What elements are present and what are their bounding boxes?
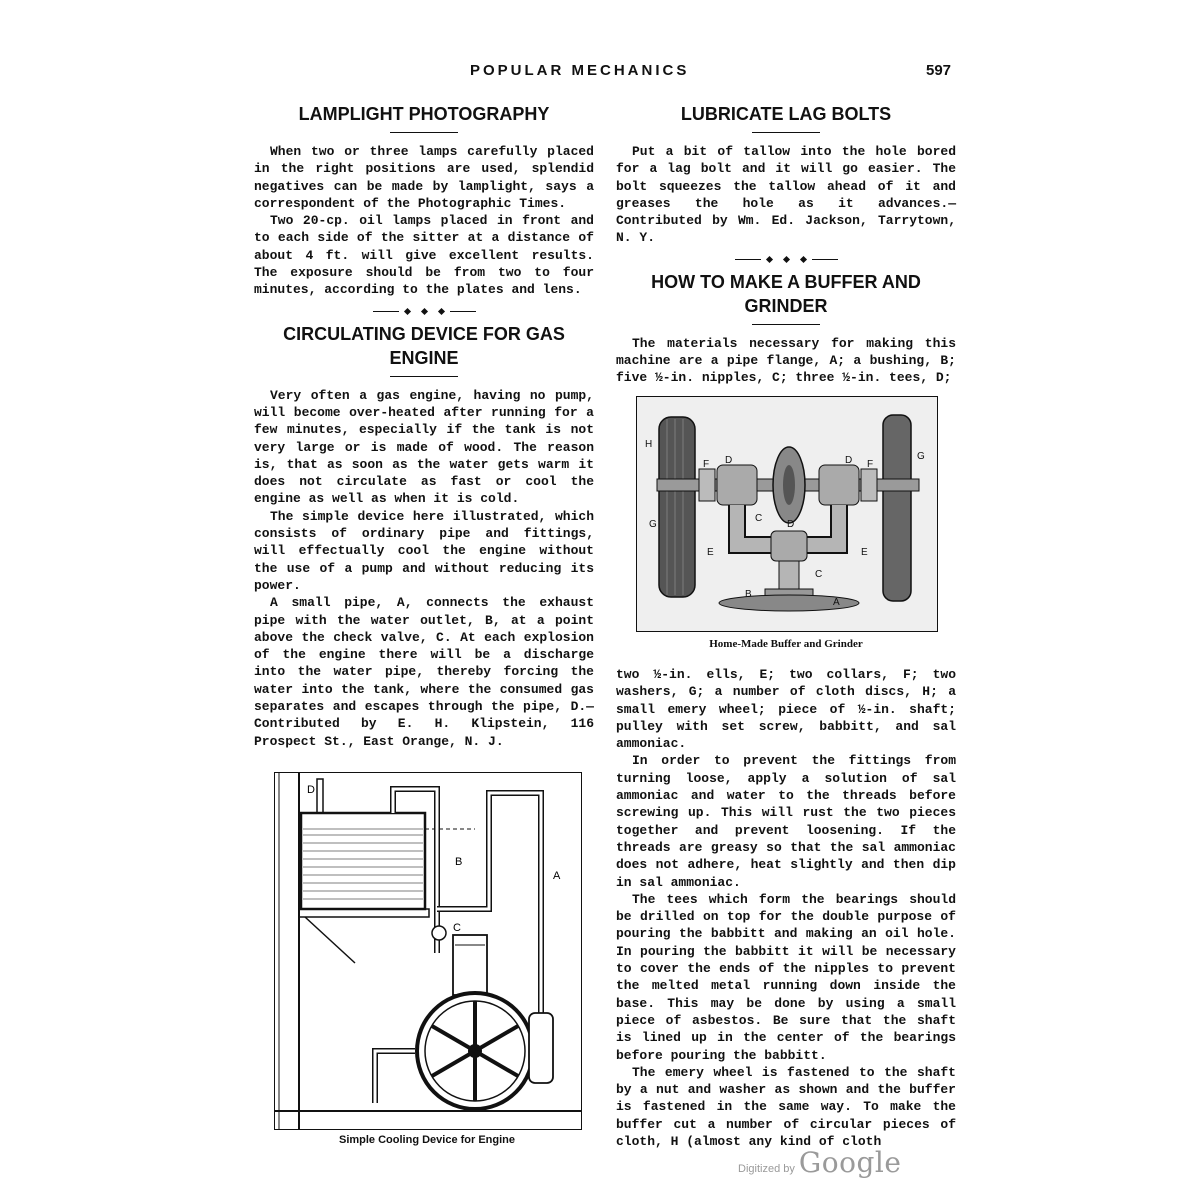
figure-label-g: G [649,519,657,530]
page-number: 597 [926,62,952,79]
running-head: POPULAR MECHANICS [470,62,690,79]
figure-label-f: F [867,459,874,470]
article-separator [254,309,594,314]
figure-label-a: A [553,870,561,882]
figure-label-d: D [725,455,733,466]
buffer-grinder-drawing [637,397,937,631]
watermark-prefix: Digitized by [738,1163,795,1175]
cooling-device-illustration [274,772,582,1130]
figure-label-e: E [861,547,868,558]
figure-label-c: C [755,513,763,524]
title-rule [390,132,458,133]
buffer-grinder-illustration [636,396,938,632]
figure-label-g: G [917,451,925,462]
paragraph: The emery wheel is fastened to the shaft by a nut and washer as shown and the buffer is fastened in the same way. To make the buffer cut a number of circular pieces of cloth, H (almost any kind of cloth [616,1064,956,1150]
title-rule [390,376,458,377]
title-line: CIRCULATING DEVICE FOR GAS [283,323,565,344]
title-line: ENGINE [389,347,459,368]
figure-label-d: D [787,519,795,530]
figure-caption: Simple Cooling Device for Engine [338,1134,516,1146]
left-column [254,98,594,750]
paragraph: When two or three lamps carefully placed in the right positions are used, splendid negatives can be made by lamplight, says a correspondent of the Photographic Times. [254,144,594,211]
paragraph: A small pipe, A, connects the exhaust pipe with the water outlet, B, at a point above the check valve, C. At each explosion of the engine there will be a discharge into the water pipe, thereby forcing the water into the tank, where the consumed gas separates and escapes through the pipe, D.—Contributed by E. H. Klipstein, 116 Prospect St., East Orange, N. J. [254,595,594,749]
title-rule [752,132,820,133]
cooling-device-drawing [275,773,581,1129]
paragraph: two ½-in. ells, E; two collars, F; two washers, G; a number of cloth discs, H; a small emery wheel; piece of ½-in. shaft; pulley with set screw, babbitt, and sal ammoniac. [616,667,956,752]
paragraph: Very often a gas engine, having no pump, will become over-heated after running for a few minutes, especially if the tank is not very large or is made of wood. The reason is, that as soon as the water gets warm it does not circulate as fast or cool the engine as well as when it is cold. [254,387,594,507]
paragraph: The materials necessary for making this machine are a pipe flange, A; a bushing, B; five ½-in. nipples, C; three ½-in. tees, D; [616,335,956,386]
title-line: HOW TO MAKE A BUFFER AND [651,271,921,292]
article-title-lamplight: LAMPLIGHT PHOTOGRAPHY [298,104,550,124]
figure-label-e: E [707,547,714,558]
article-separator [616,257,956,262]
figure-caption: Home-Made Buffer and Grinder [709,638,863,650]
figure-label-f: F [703,459,710,470]
article-title-circulating [254,322,594,370]
figure-label-c: C [815,569,823,580]
buffer-article-continuation [616,666,956,1150]
figure-label-h: H [645,439,653,450]
right-column [616,98,956,387]
article-title-lag-bolts: LUBRICATE LAG BOLTS [680,104,892,124]
title-rule [752,324,820,325]
paragraph: The simple device here illustrated, which consists of ordinary pipe and fittings, will effectually cool the engine without the use of a pump and without reducing its power. [254,508,594,593]
google-logo: Google [798,1146,902,1179]
figure-label-b: B [455,856,463,868]
paragraph: Put a bit of tallow into the hole bored for a lag bolt and it will go easier. The bolt squeezes the tallow ahead of it and greases the hole as it advances.—Contributed by Wm. Ed. Jackson, Tarrytown, N. Y. [616,144,956,246]
paragraph: The tees which form the bearings should be drilled on top for the double purpose of pouring the babbitt and making an oil hole. In pouring the babbitt it will be necessary to cover the ends of the nipples to prevent the melted metal running down inside the base. This may be done by using a small piece of asbestos. Be sure that the shaft is lined up in the center of the bearings before pouring the babbitt. [616,891,956,1063]
figure-label-a: A [833,597,840,608]
paragraph: Two 20-cp. oil lamps placed in front and to each side of the sitter at a distance of about 4 ft. will give excellent results. The exposure should be from two to four minutes, according to the plates and lens. [254,213,594,298]
article-title-buffer [616,270,956,318]
figure-label-d: D [845,455,853,466]
figure-label-b: B [745,589,752,600]
digitized-watermark [738,1146,901,1179]
title-line: GRINDER [744,295,828,316]
paragraph: In order to prevent the fittings from turning loose, apply a solution of sal ammoniac and water to the threads before screwing up. This will rust the two pieces together and prevent loosening. If the threads are greasy so that the sal ammoniac does not adhere, heat slightly and then dip in sal ammoniac. [616,753,956,890]
figure-label-c: C [453,922,461,934]
figure-label-d: D [307,784,315,796]
